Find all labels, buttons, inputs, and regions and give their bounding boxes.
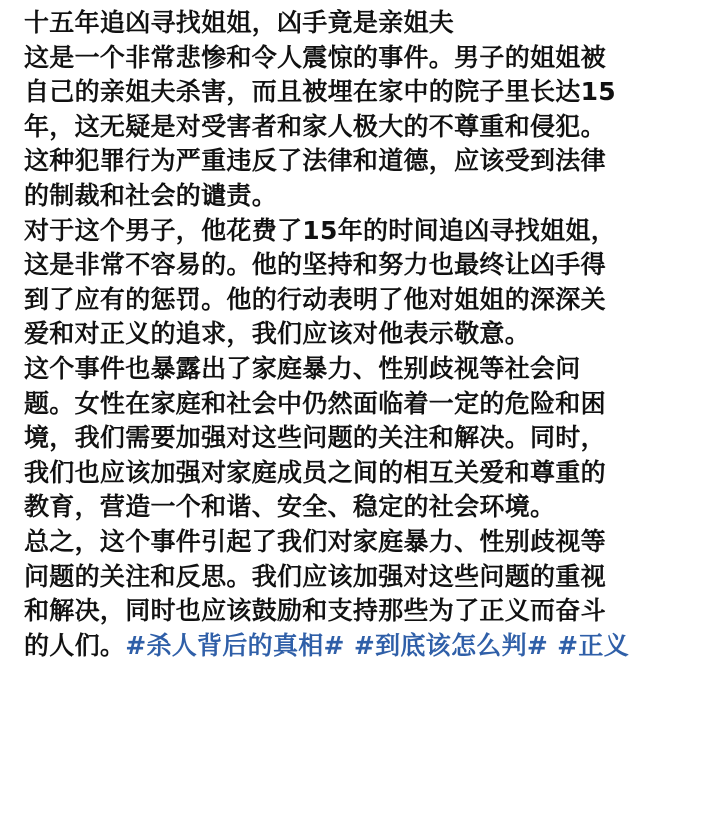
paragraph-1 (24, 41, 684, 214)
paragraph-line: 问题的关注和反思。我们应该加强对这些问题的重视 (24, 561, 606, 591)
paragraph-line: 到了应有的惩罚。他的行动表明了他对姐姐的深深关 (24, 284, 606, 314)
hashtag-link[interactable]: #到底该怎么判# (353, 630, 549, 660)
paragraph-line: 教育，营造一个和谐、安全、稳定的社会环境。 (24, 492, 556, 522)
hashtag-link[interactable]: #正义 (557, 630, 629, 660)
paragraph-line: 和解决，同时也应该鼓励和支持那些为了正义而奋斗 (24, 596, 606, 626)
paragraph-line: 境，我们需要加强对这些问题的关注和解决。同时， (24, 423, 606, 453)
paragraph-line: 这种犯罪行为严重违反了法律和道德，应该受到法律 (24, 146, 606, 176)
paragraph-line: 爱和对正义的追求，我们应该对他表示敬意。 (24, 319, 531, 349)
post-title: 十五年追凶寻找姐姐，凶手竟是亲姐夫 (24, 8, 455, 37)
paragraph-line: 这个事件也暴露出了家庭暴力、性别歧视等社会问 (24, 353, 581, 383)
paragraph-line: 这是一个非常悲惨和令人震惊的事件。男子的姐姐被 (24, 42, 606, 72)
paragraph-line: 我们也应该加强对家庭成员之间的相互关爱和尊重的 (24, 457, 606, 487)
paragraph-line: 年，这无疑是对受害者和家人极大的不尊重和侵犯。 (24, 111, 606, 141)
paragraph-line: 这是非常不容易的。他的坚持和努力也最终让凶手得 (24, 250, 606, 280)
last-line-text: 的人们。 (24, 630, 126, 660)
hashtag-link[interactable]: #杀人背后的真相# (125, 630, 345, 660)
paragraph-line: 总之，这个事件引起了我们对家庭暴力、性别歧视等 (24, 526, 606, 556)
paragraph-line: 自己的亲姐夫杀害，而且被埋在家中的院子里长达15 (24, 77, 616, 107)
paragraph-4 (24, 525, 684, 663)
paragraph-line: 题。女性在家庭和社会中仍然面临着一定的危险和困 (24, 388, 606, 418)
paragraph-line: 的制裁和社会的谴责。 (24, 180, 278, 210)
paragraph-2 (24, 214, 684, 352)
paragraph-line: 对于这个男子，他花费了15年的时间追凶寻找姐姐， (24, 215, 616, 245)
paragraph-3 (24, 352, 684, 525)
post-body (24, 6, 684, 663)
last-line (24, 629, 684, 664)
